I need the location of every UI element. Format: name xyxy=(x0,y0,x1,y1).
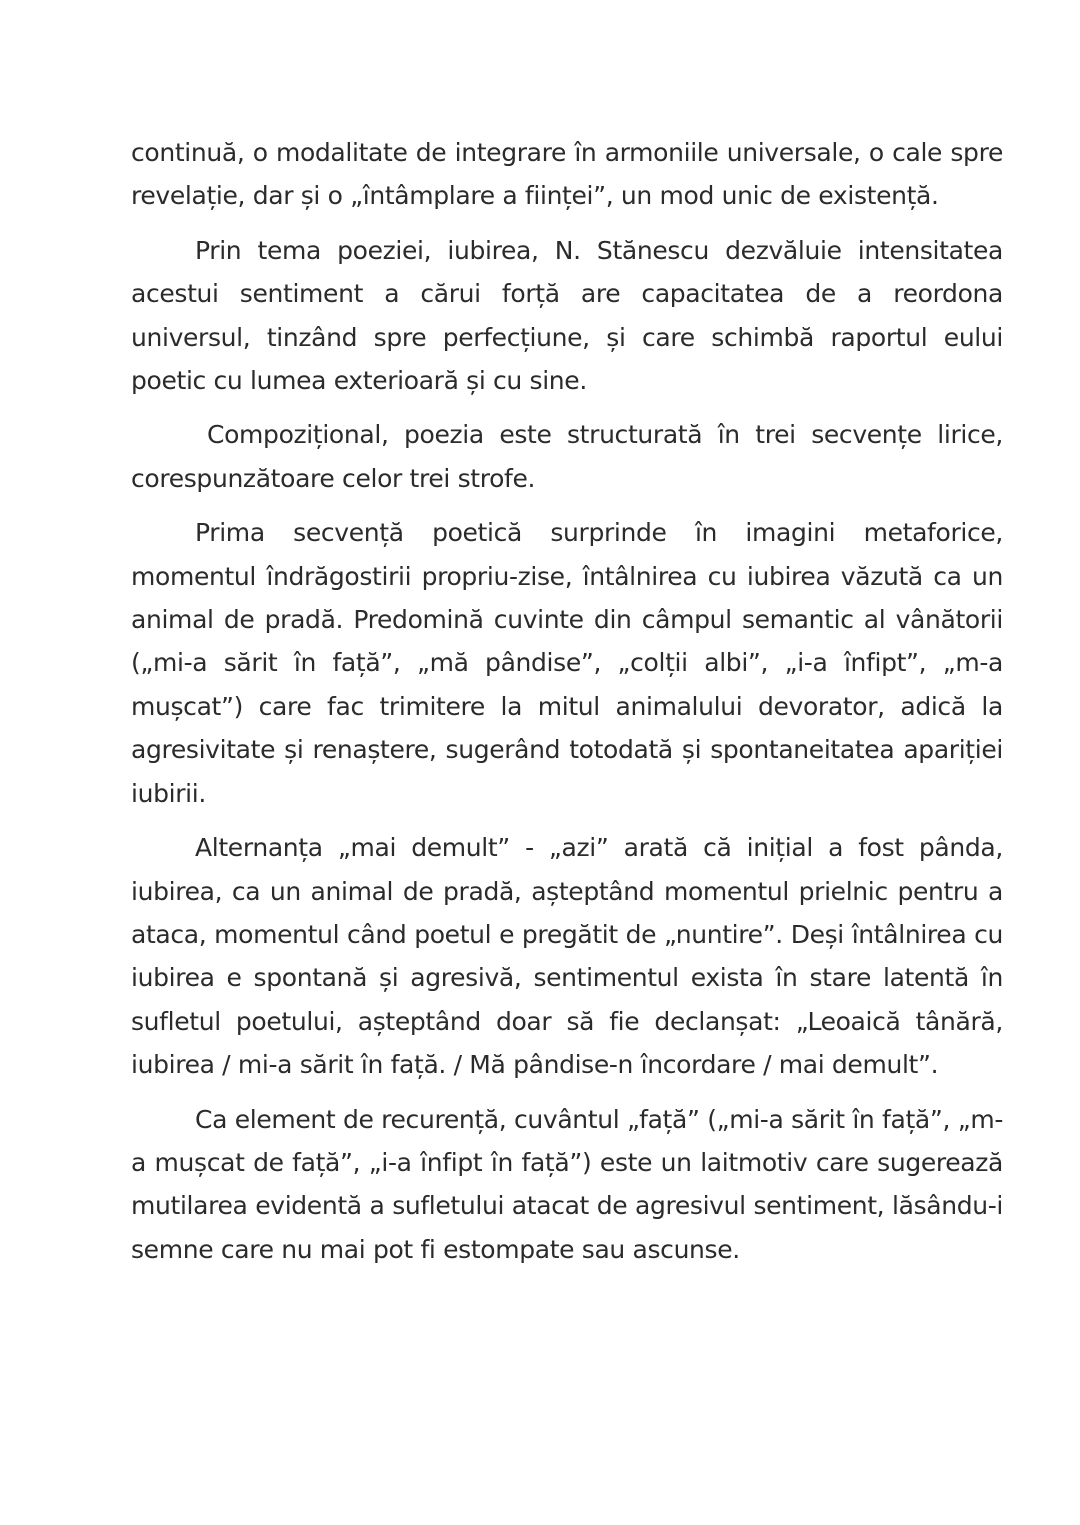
document-body xyxy=(131,131,1003,1282)
paragraph-1: continuă, o modalitate de integrare în armoniile universale, o cale spre revelație, dar și o „întâmplare a ființei”, un mod unic de existență. xyxy=(131,138,1003,211)
paragraph-3: Compozițional, poezia este structurată în trei secvențe lirice, corespunzătoare celor trei strofe. xyxy=(131,420,1003,493)
paragraph-2: Prin tema poeziei, iubirea, N. Stănescu dezvăluie intensitatea acestui sentiment a cărui forță are capacitatea de a reordona universul, tinzând spre perfecțiune, și care schimbă raportul eului poetic cu lumea exterioară și cu sine. xyxy=(131,235,1003,396)
paragraph-6: Ca element de recurență, cuvântul „față” („mi-a sărit în față”, „m-a mușcat de față”, „i-a înfipt în față”) este un laitmotiv care sugerează mutilarea evidentă a sufletului atacat de agresivul sentiment, lăsându-i semne care nu mai pot fi estompate sau ascunse. xyxy=(131,1104,1003,1264)
paragraph-5: Alternanța „mai demult” - „azi” arată că inițial a fost pânda, iubirea, ca un animal de pradă, așteptând momentul prielnic pentru a ataca, momentul când poetul e pregătit de „nuntire”. Deși întâlnirea cu iubirea e spontană și agresivă, sentimentul exista în stare latentă în sufletul poetului, așteptând doar să fie declanșat: „Leoaică tânără, iubirea / mi-a sărit în față. / Mă pândise-n încordare / mai demult”. xyxy=(131,833,1003,1080)
paragraph-4: Prima secvență poetică surprinde în imagini metaforice, momentul îndrăgostirii propriu-zise, întâlnirea cu iubirea văzută ca un animal de pradă. Predomină cuvinte din câmpul semantic al vânătorii („mi-a sărit în față”, „mă pândise”, „colții albi”, „i-a înfipt”, „m-a mușcat”) care fac trimitere la mitul animalului devorator, adică la agresivitate și renaștere, sugerând totodată și spontaneitatea apariției iubirii. xyxy=(131,518,1003,808)
